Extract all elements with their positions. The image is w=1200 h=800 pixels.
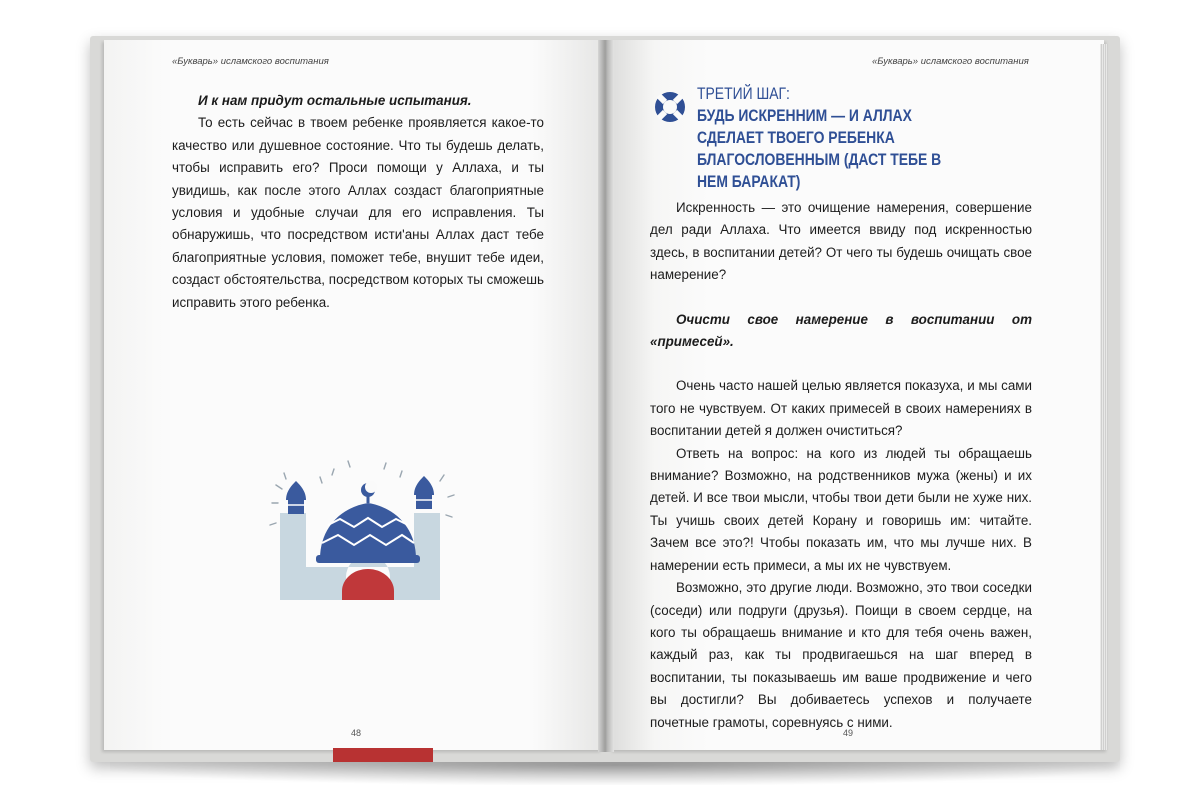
- page-number-right: 49: [843, 728, 854, 738]
- right-emphasis: Очисти свое намерение в воспитании от «примесей».: [650, 311, 1032, 350]
- page-number-left: 48: [351, 728, 362, 738]
- right-paragraph-4: Возможно, это другие люди. Возможно, это твои соседки (соседи) или подруги (друзья). Поищи в своем сердце, на кого ты обращаешь внимание и кто для тебя очень важен, каждый раз, как ты продвигаешься на шаг вперед в воспитании, ты показываешь им ваше продвижение и чего вы достигли? Вы добиваетесь успехов и получаете почетные грамоты, соревнуясь с ними.: [650, 580, 1032, 730]
- chapter-heading: [697, 83, 972, 193]
- right-page-text: [650, 197, 1032, 734]
- bookmark-ribbon: [333, 748, 433, 762]
- heading-kicker: ТРЕТИЙ ШАГ:: [697, 85, 790, 103]
- left-paragraph: То есть сейчас в твоем ребенке проявляется какое-то качество или душевное состояние. Что ты будешь делать, чтобы исправить его? Проси помощи у Аллаха, и ты увидишь, как после этого Аллах создаст благоприятные условия и удобные случаи для его исправления. Ты обнаружишь, что посредством исти'аны Аллах даст тебе благоприятные условия, поможет тебе, внушит тебе идеи, создаст обстоятельства, посредством которых ты сможешь исправить этого ребенка.: [172, 115, 544, 310]
- running-head-right: «Букварь» исламского воспитания: [872, 56, 1029, 67]
- heading-title: БУДЬ ИСКРЕННИМ — И АЛЛАХ СДЕЛАЕТ ТВОЕГО РЕБЕНКА БЛАГОСЛОВЕННЫМ (ДАСТ ТЕБЕ В НЕМ БАРАКАТ): [697, 107, 942, 191]
- page-edges: [1100, 44, 1108, 750]
- left-page-text: [172, 90, 544, 314]
- book-gutter: [598, 40, 614, 752]
- running-head-left: «Букварь» исламского воспитания: [172, 56, 329, 67]
- right-paragraph-2: Очень часто нашей целью является показуха, и мы сами того не чувствуем. От каких примесей в своих намерениях в воспитании детей я должен очиститься?: [650, 378, 1032, 439]
- lifebuoy-icon: [653, 90, 687, 124]
- right-paragraph-3: Ответь на вопрос: на кого из людей ты обращаешь внимание? Возможно, на родственников мужа (жены) и их детей. И все твои мысли, чтобы твои дети были не хуже них. Ты учишь своих детей Корану и говоришь им: читайте. Зачем все это?! Чтобы показать им, что мы лучше них. В намерении есть примеси, а мы их не чувствуем.: [650, 445, 1032, 573]
- right-paragraph-1: Искренность — это очищение намерения, совершение дел ради Аллаха. Что имеется ввиду под искренностью здесь, в воспитании детей? От чего ты будешь очищать свое намерение?: [650, 200, 1032, 283]
- left-lead-sentence: И к нам придут остальные испытания.: [198, 93, 472, 108]
- mosque-illustration: [262, 455, 472, 615]
